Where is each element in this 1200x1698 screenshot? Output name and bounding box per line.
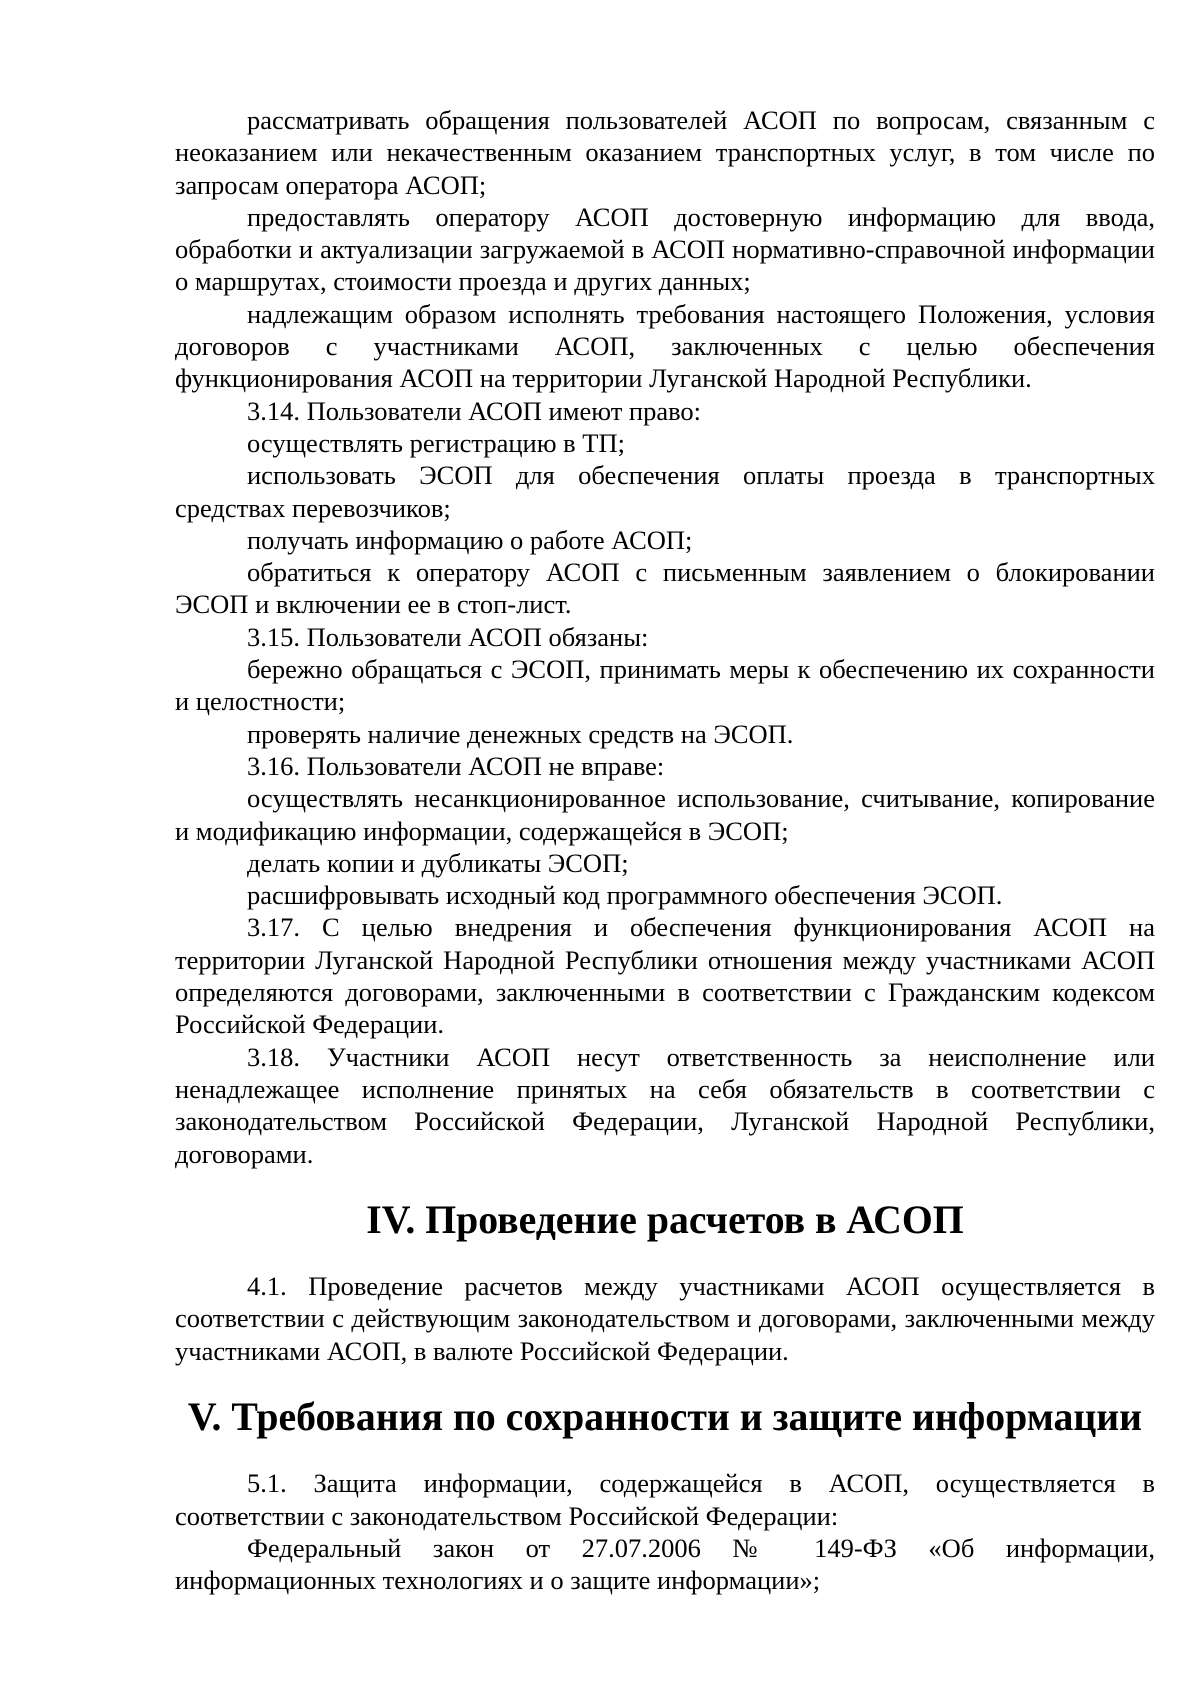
paragraph-receive-info: получать информацию о работе АСОП; — [247, 524, 693, 555]
paragraph-no-copies: делать копии и дубликаты ЭСОП; — [247, 847, 629, 878]
clause-3-18: 3.18. Участники АСОП несут ответственность за неисполнение или ненадлежащее исполнение принятых на себя обязательств в соответствии с законодательством Российской Федерации, Луганской Народной Республики, договорами. — [175, 1041, 1155, 1169]
paragraph-register-tp: осуществлять регистрацию в ТП; — [247, 427, 625, 458]
paragraph-no-unauthorized-use: осуществлять несанкционированное использование, считывание, копирование и модификацию информации, содержащейся в ЭСОП; — [175, 783, 1155, 846]
paragraph-check-balance: проверять наличие денежных средств на ЭСОП. — [247, 718, 794, 749]
section-5-heading: V. Требования по сохранности и защите информации — [187, 1394, 1143, 1439]
paragraph-federal-law-149: Федеральный закон от 27.07.2006 № 149-ФЗ «Об информации, информационных технологиях и о защите информации»; — [175, 1532, 1155, 1596]
document-page — [175, 104, 1155, 1596]
paragraph-handle-carefully: бережно обращаться с ЭСОП, принимать меры к обеспечению их сохранности и целостности; — [175, 654, 1155, 717]
paragraph-consider-appeals: рассматривать обращения пользователей АСОП по вопросам, связанным с неоказанием или некачественным оказанием транспортных услуг, в том числе по запросам оператора АСОП; — [175, 105, 1155, 200]
clause-3-17: 3.17. С целью внедрения и обеспечения функционирования АСОП на территории Луганской Народной Республики отношения между участниками АСОП определяются договорами, заключенными в соответствии с Гражданским кодексом Российской Федерации. — [175, 912, 1155, 1040]
paragraph-provide-info: предоставлять оператору АСОП достоверную информацию для ввода, обработки и актуализации загружаемой в АСОП нормативно-справочной информации о маршрутах, стоимости проезда и других данных; — [175, 201, 1155, 297]
clause-3-16: 3.16. Пользователи АСОП не вправе: — [247, 750, 665, 781]
section-4-heading: IV. Проведение расчетов в АСОП — [366, 1197, 964, 1242]
clause-3-15: 3.15. Пользователи АСОП обязаны: — [247, 621, 649, 652]
clause-3-14: 3.14. Пользователи АСОП имеют право: — [247, 395, 702, 426]
paragraph-fulfil-requirements: надлежащим образом исполнять требования настоящего Положения, условия договоров с участниками АСОП, заключенных с целью обеспечения функционирования АСОП на территории Луганской Народной Республики. — [175, 298, 1155, 394]
clause-4-1: 4.1. Проведение расчетов между участниками АСОП осуществляется в соответствии с действующим законодательством и договорами, заключенными между участниками АСОП, в валюте Российской Федерации. — [175, 1271, 1155, 1366]
paragraph-no-decryption: расшифровывать исходный код программного обеспечения ЭСОП. — [247, 880, 1003, 911]
paragraph-use-esop: использовать ЭСОП для обеспечения оплаты проезда в транспортных средствах перевозчиков; — [175, 460, 1155, 523]
clause-5-1: 5.1. Защита информации, содержащейся в АСОП, осуществляется в соответствии с законодательством Российской Федерации: — [175, 1468, 1155, 1531]
paragraph-block-esop: обратиться к оператору АСОП с письменным заявлением о блокировании ЭСОП и включении ее в стоп-лист. — [175, 557, 1155, 620]
